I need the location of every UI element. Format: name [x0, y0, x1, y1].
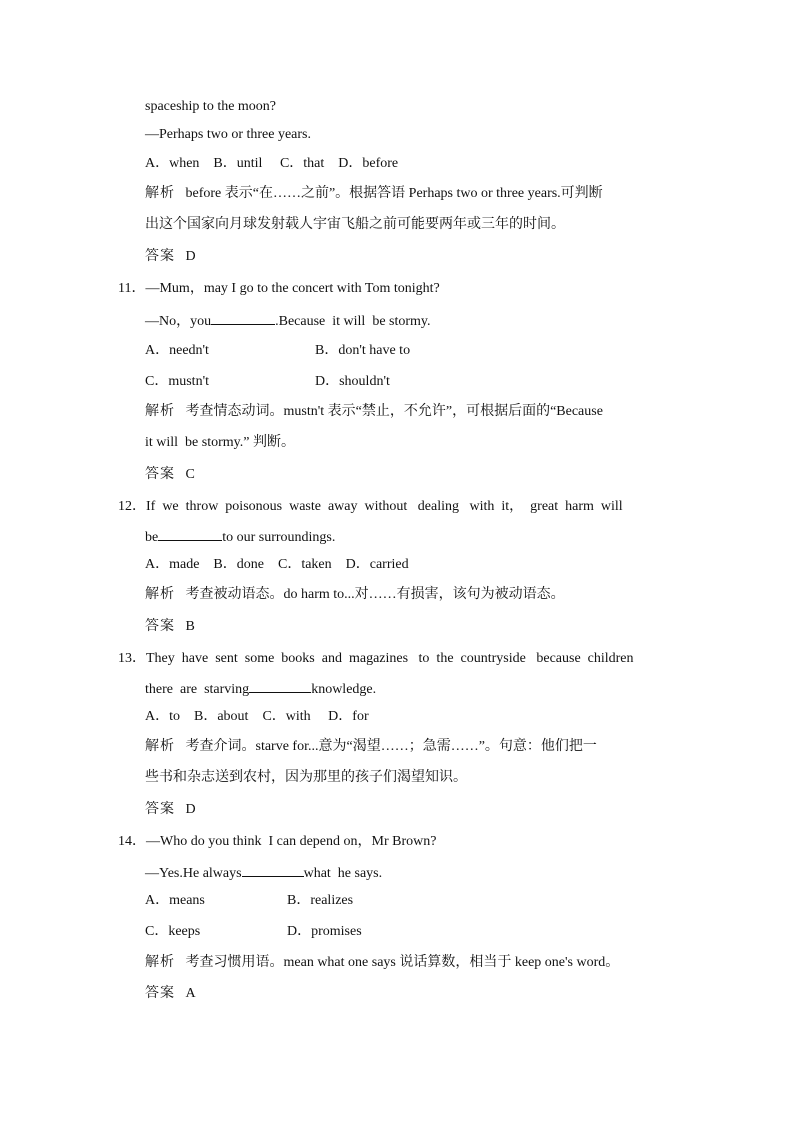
- answer-blank: [158, 527, 222, 541]
- q10-key-line: [145, 248, 196, 266]
- key-value: B: [185, 619, 195, 634]
- q11-analysis-line-1: [145, 403, 603, 421]
- q11-analysis-line-2: it will be stormy.” 判断。: [145, 435, 295, 450]
- analysis-text: 考查情态动词。mustn't 表示“禁止，不允许”，可根据后面的“Because: [185, 404, 603, 419]
- q12-options: A．made B．done C．taken D．carried: [145, 557, 409, 572]
- question-number: 12．: [118, 499, 146, 514]
- question-stem: They have sent some books and magazines to the countryside because children: [146, 651, 634, 666]
- question-stem: If we throw poisonous waste away without dealing with it， great harm will: [146, 499, 623, 514]
- key-label: 答案: [145, 619, 175, 634]
- q14-option-a: A．means: [145, 893, 205, 908]
- stem-end: knowledge.: [311, 682, 377, 697]
- q13-analysis-line-2: 些书和杂志送到农村，因为那里的孩子们渴望知识。: [145, 770, 467, 785]
- q13-analysis-line-1: [145, 738, 597, 756]
- q12-analysis-line: [145, 586, 565, 604]
- reply-start: —No，you: [145, 314, 212, 329]
- q12-key-line: [145, 618, 195, 636]
- answer-blank: [211, 311, 275, 325]
- q13-stem-line-1: [118, 650, 634, 668]
- q10-analysis-line-2: 出这个国家向月球发射载人宇宙飞船之前可能要两年或三年的时间。: [145, 217, 565, 232]
- analysis-text: before 表示“在……之前”。根据答语 Perhaps two or three years.可判断: [185, 186, 603, 201]
- key-label: 答案: [145, 467, 175, 482]
- key-label: 答案: [145, 802, 175, 817]
- question-number: 11．: [118, 281, 146, 296]
- q12-stem-line-2: [145, 527, 335, 547]
- key-value: D: [185, 249, 196, 264]
- key-value: C: [185, 467, 195, 482]
- answer-blank: [249, 679, 311, 693]
- key-label: 答案: [145, 249, 175, 264]
- q11-option-c: C．mustn't: [145, 374, 209, 389]
- q10-answer-line: —Perhaps two or three years.: [145, 127, 312, 142]
- q14-stem-line: [118, 833, 436, 851]
- q14-option-d: D．promises: [287, 924, 362, 939]
- q14-key-line: [145, 985, 196, 1003]
- question-stem: —Mum，may I go to the concert with Tom tonight?: [145, 281, 440, 296]
- analysis-label: 解析: [145, 587, 175, 602]
- q11-key-line: [145, 466, 195, 484]
- analysis-label: 解析: [145, 186, 175, 201]
- question-number: 13．: [118, 651, 146, 666]
- analysis-text: 考查习惯用语。mean what one says 说话算数，相当于 keep one's word。: [185, 955, 620, 970]
- q11-option-b: B．don't have to: [315, 343, 411, 358]
- reply-end: what he says.: [303, 866, 383, 881]
- q11-option-d: D．shouldn't: [315, 374, 390, 389]
- key-label: 答案: [145, 986, 175, 1001]
- q13-stem-line-2: [145, 679, 376, 699]
- q10-analysis-line-1: [145, 185, 603, 203]
- q12-stem-line-1: [118, 498, 623, 516]
- analysis-label: 解析: [145, 739, 175, 754]
- analysis-label: 解析: [145, 955, 175, 970]
- key-value: D: [185, 802, 196, 817]
- q13-key-line: [145, 801, 196, 819]
- q14-analysis-line: [145, 954, 619, 972]
- q14-option-b: B．realizes: [287, 893, 354, 908]
- stem-end: to our surroundings.: [222, 530, 336, 545]
- question-number: 14．: [118, 834, 146, 849]
- key-value: A: [185, 986, 196, 1001]
- analysis-text: 考查被动语态。do harm to...对……有损害，该句为被动语态。: [185, 587, 565, 602]
- q14-option-c: C．keeps: [145, 924, 201, 939]
- q13-options: A．to B．about C．with D．for: [145, 709, 369, 724]
- question-stem: —Who do you think I can depend on，Mr Brown?: [146, 834, 437, 849]
- analysis-label: 解析: [145, 404, 175, 419]
- reply-end: .Because it will be stormy.: [275, 314, 431, 329]
- q14-reply-line: [145, 863, 382, 883]
- analysis-text: 考查介词。starve for...意为“渴望……；急需……”。句意：他们把一: [185, 739, 597, 754]
- answer-blank: [242, 863, 304, 877]
- q10-stem-continued: spaceship to the moon?: [145, 99, 277, 114]
- q11-stem-line: [118, 280, 440, 298]
- stem-start: be: [145, 530, 159, 545]
- q11-option-a: A．needn't: [145, 343, 209, 358]
- q11-reply-line: [145, 311, 431, 331]
- stem-start: there are starving: [145, 682, 250, 697]
- q10-options: A．when B．until C．that D．before: [145, 156, 399, 171]
- reply-start: —Yes.He always: [145, 866, 242, 881]
